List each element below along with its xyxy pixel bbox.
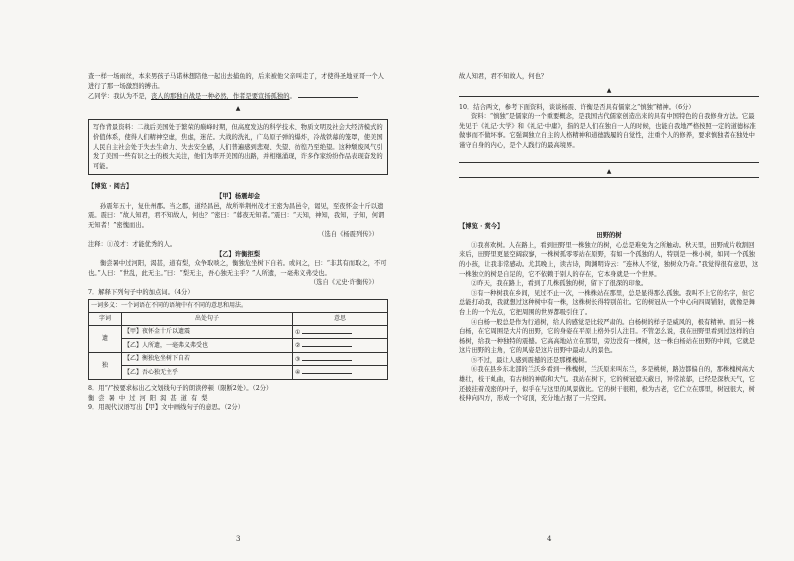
meaning-blank	[302, 354, 352, 361]
meaning-blank	[302, 367, 352, 374]
page-number: 4	[547, 535, 552, 543]
table-row	[89, 339, 388, 353]
answer-blank[interactable]	[298, 91, 358, 98]
meaning-cell[interactable]	[293, 352, 388, 366]
section-title: 【博览 · 赏今】	[459, 222, 504, 230]
sentence-cell: 【乙】人所遗，一毫弗义弗受也	[122, 339, 293, 353]
table-header-row	[89, 313, 388, 326]
triangle-mark: ▲	[606, 87, 612, 94]
essay-title: 田野的树	[596, 232, 622, 240]
q8-sentence[interactable]: 衡 尝 暑 中 过 河 阳 渴 甚 道 有 梨	[88, 394, 209, 402]
meaning-cell[interactable]	[293, 325, 388, 339]
quote-line: 故人知君，君不知故人，何也？	[459, 73, 548, 80]
yi-text: 衡尝暑中过河阳，渴甚，道有梨，众争取啖之，衡独危坐树下自若。或问之，曰：“非其有而取之，不可也。”人曰：“世乱，此无主。”曰：“梨无主，吾心独无主乎？”人所遗，一毫弗义弗受也。	[88, 260, 387, 277]
jia-source: （选自《杨震列传》）	[318, 231, 378, 239]
sentence-cell: 【乙】吾心独无主乎	[122, 366, 293, 380]
mark: ①	[295, 328, 301, 336]
mark: ④	[295, 369, 301, 377]
header-sentence: 出处句子	[122, 313, 293, 326]
essay-paragraph: ①我喜欢树。人在路上，看到田野里一株独立的树，心总是难免为之所触动。秋天里，田野成片收割回来后，田野里更显空阔寂寥，一株树孤零零站在原野，有如一个孤独的人，特别是一株小树，如同一个孤独的小孩，让我非常感动。尤其晚上，读古诗，陶渊明诗云：“连林人不觉，独树众乃奇。”我觉得很有意思，这一株独立的树是自足的，它不依赖于别人的存在，它本身就是一个世界。	[459, 241, 759, 278]
sentence-cell: 【乙】衡独危坐树下自若	[122, 352, 293, 366]
question-10: 10．结合两文，参考下面资料，谈谈杨震、许衡是否具有儒家之“慎独”精神。（6分）	[459, 103, 695, 111]
right-column	[459, 72, 759, 404]
table-row	[89, 352, 388, 366]
section-title: 【博览 · 阅古】	[88, 183, 133, 191]
page-number: 3	[236, 535, 241, 543]
q10-material: 资料：“慎独”是儒家的一个重要概念，是我国古代儒家创造出来的具有中国特色的自我修身方法。它最先见于《礼记·大学》和《礼记·中庸》，指的是人们在独自一人的时候，也能自我地严格按照一定的道德标准做事而不做坏事。它强调独立自主的人格精神和道德践履的自觉性，注重个人的修养，要求慎独者在独处中谨守自身的内心，是个人践行的最高境界。	[459, 113, 756, 149]
jia-note: 注释：①茂才：才能优秀的人。	[88, 240, 177, 248]
header-meaning: 意思	[293, 313, 388, 326]
background-note: 写作背景资料：二战后美国处于繁荣的巅峰时期，但高度发达的科学技术、物质文明及社会大经济模式的价值体系，使得人们精神空虚，焦虑，迷茫。大战的洗礼，广岛原子弹的爆炸，冷战铁幕的笼罩，使美国人民自主社会处于失去生命力、失去安全感，人们普遍感到悲观、失望、彷徨乃至绝望。这种颓废风气引发了美国一些有识之士的极大关注，他们为率开美国的出路，并相继涌现，许多作家纷纷作品表现奋发的可能。	[93, 124, 383, 170]
meaning-blank	[302, 327, 352, 334]
vocab-table	[88, 299, 388, 380]
sentence-cell: 【甲】夜怀金十斤以遗震	[122, 325, 293, 339]
question-9: 9．用现代汉语写出【甲】文中画线句子的意思。（2分）	[88, 404, 244, 412]
paragraph-2	[88, 91, 388, 102]
table-intro: 一词多义：一个词语在不同的语境中有不同的意思和用法。	[89, 300, 388, 313]
essay-paragraph: ③有一种树我在乡间，见过不止一次，一株株站在那里，总是显得那么孤独。我叫不上它的名字，但它总能打动我，我就想过这种树中有一株，这株树长得特别茁壮。它的树冠从一个中心向四周铺射，就像是舞台上的一个光点，它把周围的世界都吸引住了。	[459, 289, 755, 316]
mark: ③	[295, 355, 301, 363]
triangle-mark: ▲	[235, 104, 241, 112]
yi-title: 【乙】许衡拒梨	[215, 250, 261, 258]
meaning-blank	[302, 340, 352, 347]
word-cell: 遗	[89, 325, 122, 352]
essay-paragraph: ②昨天，我在路上，看到了几株孤独的树，留下了很深的印象。	[471, 280, 648, 288]
question-8: 8．用“/”按要求标出乙文划线句子的朗读停顿（限断2处）。（2分）	[88, 385, 273, 393]
p2-prefix: 乙同学：我认为不是，	[88, 93, 151, 101]
right-page	[397, 0, 794, 561]
background-note-box	[88, 119, 388, 175]
meaning-cell[interactable]	[293, 339, 388, 353]
mark: ②	[295, 342, 301, 350]
word-cell: 独	[89, 352, 122, 379]
answer-line[interactable]	[459, 165, 759, 178]
left-column	[88, 72, 388, 413]
p2-suffix: 。	[289, 93, 296, 101]
essay-paragraph: ⑤不过，最让人感到震撼的还是那棵槐树。	[471, 356, 591, 364]
jia-title: 【甲】杨震却金	[215, 192, 261, 200]
triangle-mark: ▲	[606, 167, 612, 175]
yi-source: （选自《元史·许衡传》）	[309, 279, 378, 287]
table-row	[89, 366, 388, 380]
answer-line[interactable]	[459, 151, 759, 163]
question-7: 7．解释下列句子中的加点词。（4分）	[88, 288, 194, 296]
essay-paragraph: ⑥我在县乡东北部的兰沃乡看到一株槐树，兰沃原来叫东兰，多是桃树，路边都偏自的，那株槐树高大雄壮，枝干虬曲，有古树的神韵和大气。我站在树下，它的树冠遮天蔽日，异常浓郁，已经是深秋天气，它还披挂着茂密的叶子，似乎在与这里的风景做比。它的树干很粗，极为古老，它伫立在那里，树冠很大，树枝伸向四方，形成一个穹顶，充分地占据了一片空间。	[459, 366, 755, 403]
table-row	[89, 325, 388, 339]
jia-text: 孙震年五十，复仕州郡。当之郡，道经昌邑，故所举荆州茂才王密为昌邑令，谒见，至夜怀金十斤以遗震。震曰：“故人知君，君不知故人，何也？”密曰：“暮夜无知者。”震曰：“天知，神知，我知，子知，何谓无知者！”密愧而出。	[88, 202, 385, 229]
header-word: 字词	[89, 313, 122, 326]
answer-line[interactable]	[459, 84, 759, 97]
paragraph-1: 查一样一场雨丝，本来男孩子马诺林想陪他一起出去捕鱼的，后来被他父亲叫走了，才使得圣地亚哥一个人进行了那一场激烈的搏击。	[88, 73, 384, 90]
meaning-cell[interactable]	[293, 366, 388, 380]
p2-underlined: 丧人的那独自战是一种必然，作者是要宣扬孤独的	[150, 93, 290, 101]
essay-paragraph: ④白杨一般总是作为行道树，给人的感觉是比较严肃的。白杨树的样子是威风的，极有精神。而另一株白杨，在它周围是大片的田野，它的身姿在平原上格外引人注目。不管怎么说，我在田野里看到过这样的白杨树，给我一种独特的震撼。它高高地站立在那里，旁边没有一棵树，这一株白杨站在田野的中间，它就是这片田野的主角，它的风姿是这片田野中最动人的景色。	[459, 318, 755, 355]
